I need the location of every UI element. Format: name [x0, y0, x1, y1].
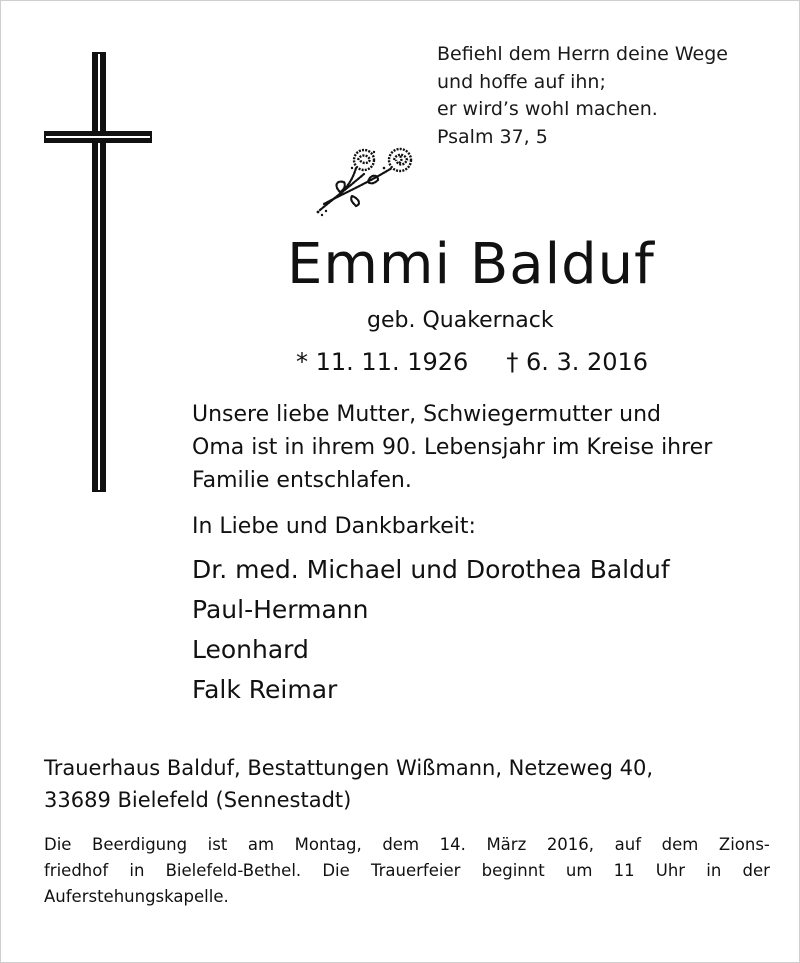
notice-word: dem: [661, 835, 699, 854]
notice-word: Die: [322, 861, 350, 880]
mourner-name: Dr. med. Michael und Dorothea Balduf: [192, 555, 670, 584]
notice-word: Trauerfeier: [370, 861, 461, 880]
life-dates: [296, 345, 648, 379]
notice-word: Die: [44, 835, 72, 854]
notice-word: ist: [207, 835, 228, 854]
death-date: † 6. 3. 2016: [506, 348, 649, 376]
notice-word: in: [706, 861, 722, 880]
notice-word: 14.: [439, 835, 466, 854]
maiden-name: geb. Quakernack: [367, 308, 554, 333]
address-line: Trauerhaus Balduf, Bestattungen Wißmann, Netzeweg 40,: [44, 756, 653, 780]
notice-word: 11: [613, 861, 635, 880]
notice-word: friedhof: [44, 861, 109, 880]
notice-word: der: [742, 861, 770, 880]
mourners-list: [192, 550, 772, 710]
notice-word: März: [486, 835, 527, 854]
notice-word: auf: [614, 835, 642, 854]
double-line-cross-icon: [44, 52, 154, 492]
verse-line: und hoffe auf ihn;: [437, 70, 606, 93]
notice-word: dem: [382, 835, 420, 854]
notice-word: Beerdigung: [92, 835, 188, 854]
notice-word: Montag,: [294, 835, 362, 854]
verse-line: Befiehl dem Herrn deine Wege: [437, 43, 728, 65]
psalm-verse: [437, 41, 777, 151]
notice-word: 2016,: [546, 835, 595, 854]
obituary-message: [192, 398, 752, 497]
notice-word: Bielefeld-Bethel.: [165, 861, 302, 880]
mourner-name: Falk Reimar: [192, 675, 338, 704]
birth-date: * 11. 11. 1926: [296, 348, 469, 376]
notice-word: Uhr: [655, 861, 686, 880]
verse-reference: Psalm 37, 5: [437, 125, 548, 148]
funeral-notice: [44, 832, 770, 910]
notice-line: [44, 832, 770, 858]
address-line: 33689 Bielefeld (Sennestadt): [44, 788, 352, 812]
message-line: Familie entschlafen.: [192, 468, 412, 493]
mourning-address: [44, 752, 764, 816]
message-line: Unsere liebe Mutter, Schwiegermutter und: [192, 402, 661, 427]
notice-line-text: Auferstehungskapelle.: [44, 887, 229, 906]
mourner-name: Paul-Hermann: [192, 595, 369, 624]
gratitude-line: In Liebe und Dankbarkeit:: [192, 514, 476, 539]
mourner-name: Leonhard: [192, 635, 309, 664]
deceased-name: Emmi Balduf: [287, 232, 655, 297]
notice-word: um: [565, 861, 593, 880]
notice-line: [44, 884, 770, 910]
notice-word: beginnt: [481, 861, 545, 880]
notice-word: Zions-: [718, 835, 770, 854]
notice-line: [44, 858, 770, 884]
message-line: Oma ist in ihrem 90. Lebensjahr im Kreise ihrer: [192, 435, 713, 460]
roses-icon: [312, 138, 422, 218]
notice-word: in: [129, 861, 145, 880]
notice-word: am: [247, 835, 275, 854]
verse-line: er wird’s wohl machen.: [437, 98, 658, 120]
